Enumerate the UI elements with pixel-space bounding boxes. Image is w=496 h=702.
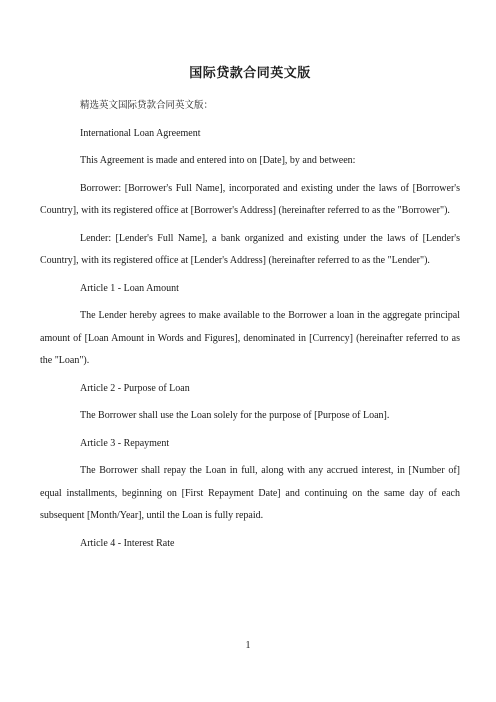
intro-line: 精选英文国际贷款合同英文版： [80,100,214,111]
article-4-heading: Article 4 - Interest Rate [80,537,175,549]
article-2-text: The Borrower shall use the Loan solely for the purpose of [Purpose of Loan]. [80,410,390,421]
lender-clause: Lender: [Lender's Full Name], a bank organized and existing under the laws of [Lender's Country], with its registered office at [Lender's Address] (hereinafter referred to as the "Lender"). [40,232,460,266]
article-2-heading: Article 2 - Purpose of Loan [80,382,190,394]
page-number: 1 [245,640,251,651]
article-3-text: The Borrower shall repay the Loan in full, along with any accrued interest, in [Number of] equal installments, beginning on [First Repayment Date] and continuing on the same day of each subsequent [Month/Year], until the Loan is fully repaid. [40,465,460,521]
agreement-preamble: This Agreement is made and entered into on [Date], by and between: [80,155,356,166]
article-1-heading: Article 1 - Loan Amount [80,282,179,294]
document-title: 国际贷款合同英文版 [189,66,311,81]
article-3-heading: Article 3 - Repayment [80,437,170,449]
agreement-heading: International Loan Agreement [80,127,201,139]
article-1-text: The Lender hereby agrees to make available to the Borrower a loan in the aggregate principal amount of [Loan Amount in Words and Figures], denominated in [Currency] (hereinafter referred to as the "Loan"). [40,310,460,366]
borrower-clause: Borrower: [Borrower's Full Name], incorporated and existing under the laws of [Borrower's Country], with its registered office at [Borrower's Address] (hereinafter referred to as the "Borrower"). [40,182,460,216]
